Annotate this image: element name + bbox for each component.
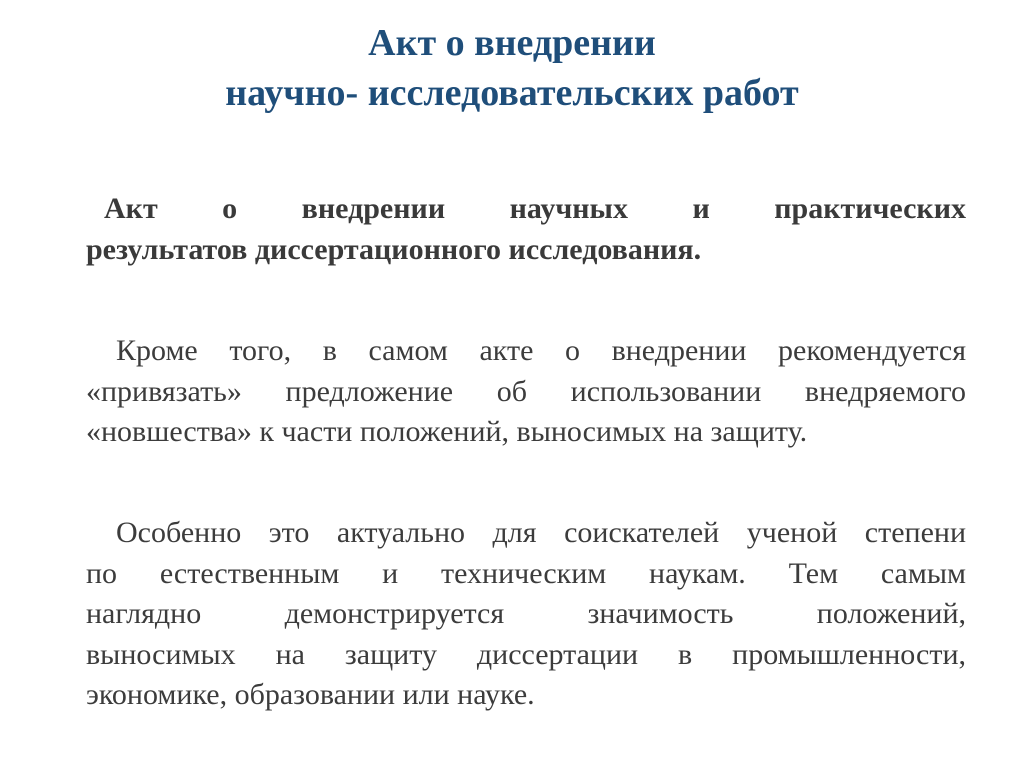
title-line: Акт о внедрении [368, 22, 656, 64]
paragraph [86, 331, 966, 453]
paragraph-line: по естественным и техническим наукам. Тем самым [86, 556, 966, 590]
slide-title [0, 18, 1024, 118]
title-line: научно- исследовательских работ [225, 72, 799, 114]
paragraph-line: экономике, образовании или науке. [86, 678, 535, 711]
paragraph-line: результатов диссертационного исследования. [86, 232, 702, 266]
paragraph-heading [86, 189, 966, 270]
paragraph-line: Особенно это актуально для соискателей ученой степени [116, 516, 966, 549]
paragraph-line: наглядно демонстрируется значимость положений, [86, 597, 966, 630]
paragraph-line: Акт о внедрении научных и практических [104, 192, 966, 225]
paragraph [86, 513, 966, 716]
paragraph-line: «новшества» к части положений, выносимых на защиту. [86, 415, 808, 448]
paragraph-line: Кроме того, в самом акте о внедрении рекомендуется [116, 334, 966, 367]
paragraph-line: выносимых на защиту диссертации в промышленности, [86, 637, 966, 671]
paragraph-line: «привязать» предложение об использовании внедряемого [86, 374, 966, 408]
